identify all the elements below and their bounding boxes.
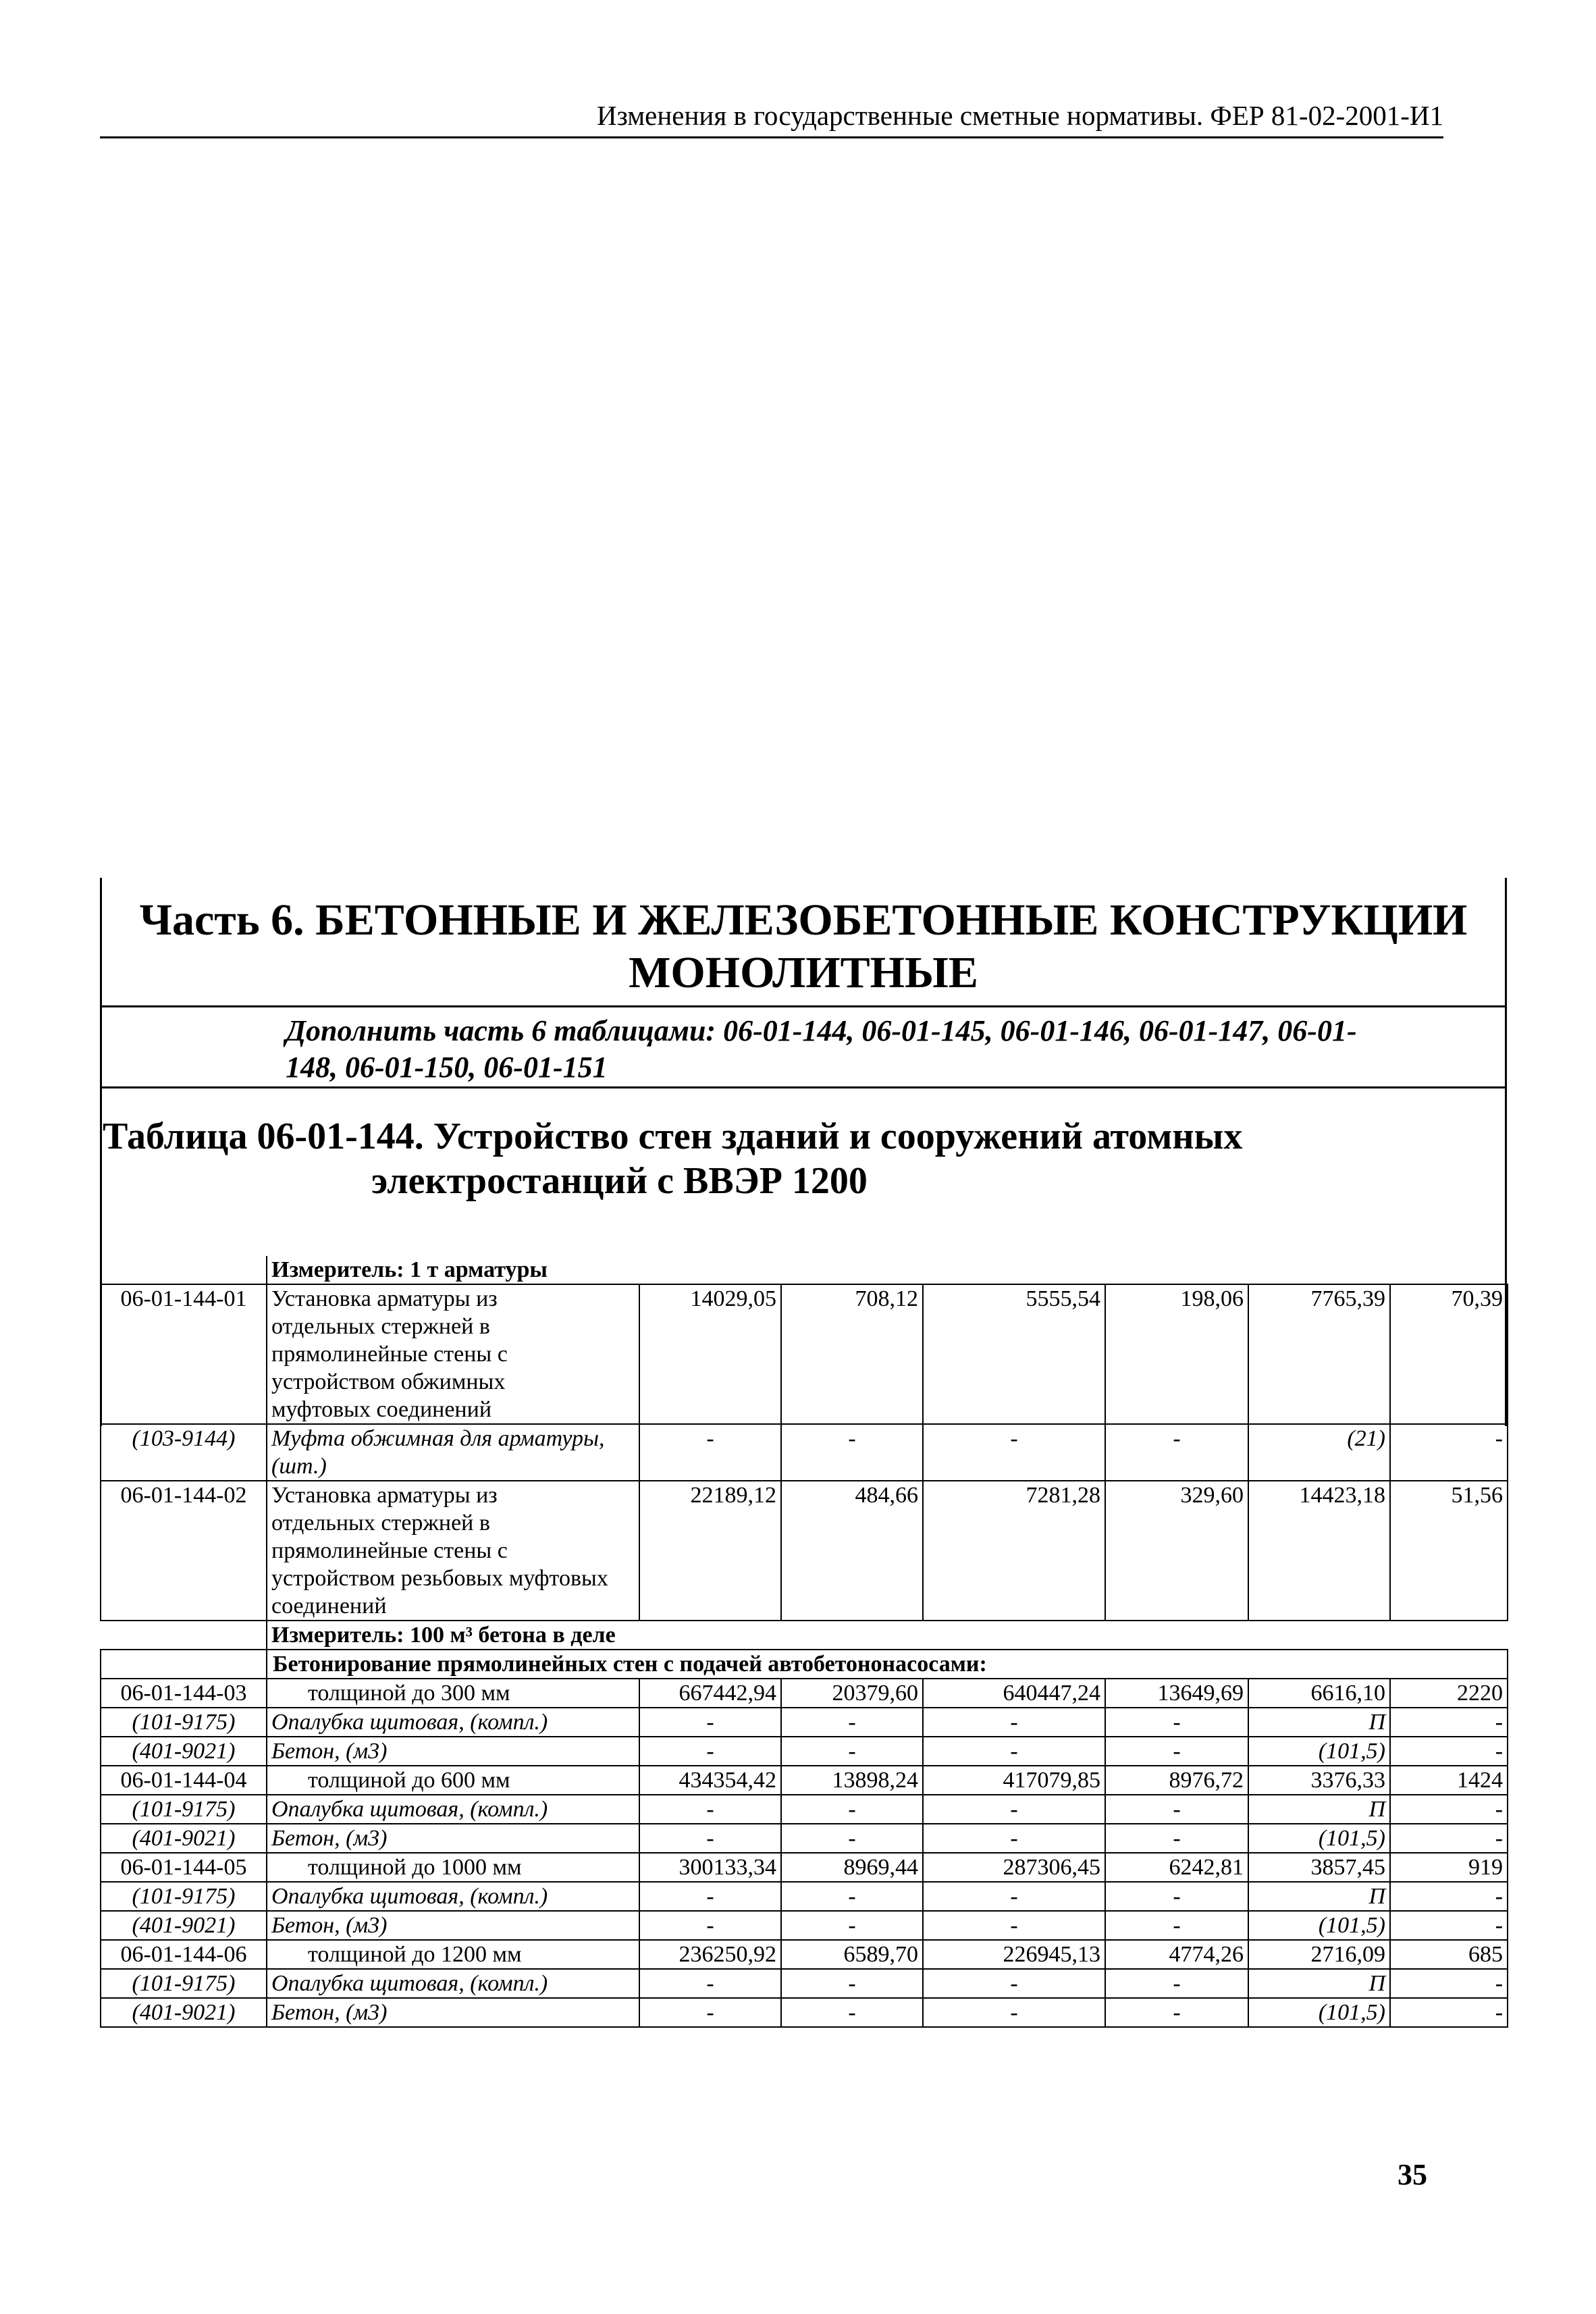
value-cell: 434354,42: [639, 1766, 781, 1795]
resource-value: П: [1248, 1969, 1390, 1998]
value-cell: 7281,28: [923, 1481, 1105, 1621]
resource-value: -: [1105, 1708, 1248, 1737]
resource-value: -: [923, 1882, 1105, 1911]
value-cell: 3857,45: [1248, 1853, 1390, 1882]
resource-value: -: [639, 1737, 781, 1766]
norm-name-line: устройством обжимных: [271, 1369, 506, 1394]
resource-value: -: [1390, 1424, 1508, 1481]
content-frame: [100, 878, 1511, 2025]
resource-code: (401-9021): [101, 1911, 267, 1940]
meter-blank: [101, 1621, 267, 1650]
resource-value: -: [1105, 1795, 1248, 1824]
value-cell: 236250,92: [639, 1940, 781, 1969]
resource-code: (101-9175): [101, 1882, 267, 1911]
resource-value: -: [1105, 1998, 1248, 2027]
table-row: [101, 1481, 1508, 1621]
resource-name: Опалубка щитовая, (компл.): [267, 1882, 639, 1911]
norm-name-line: Установка арматуры из: [271, 1286, 498, 1311]
norm-name-line: Установка арматуры из: [271, 1483, 498, 1508]
norm-name: [267, 1481, 639, 1621]
value-cell: 417079,85: [923, 1766, 1105, 1795]
norm-code: 06-01-144-06: [101, 1940, 267, 1969]
resource-value: -: [1390, 1795, 1508, 1824]
resource-value: -: [1390, 1969, 1508, 1998]
value-cell: 13649,69: [1105, 1679, 1248, 1708]
norm-name: толщиной до 600 мм: [267, 1766, 639, 1795]
value-cell: 6589,70: [781, 1940, 923, 1969]
table-row: [101, 1766, 1508, 1795]
resource-value: -: [639, 1824, 781, 1853]
resource-value: -: [923, 1969, 1105, 1998]
norm-name: толщиной до 1000 мм: [267, 1853, 639, 1882]
resource-row: [101, 1911, 1508, 1940]
section-blank: [101, 1650, 267, 1679]
resource-value: -: [639, 1708, 781, 1737]
resource-row: [101, 1882, 1508, 1911]
value-cell: 20379,60: [781, 1679, 923, 1708]
resource-value: (101,5): [1248, 1911, 1390, 1940]
table-row: [101, 1679, 1508, 1708]
resource-row: [101, 1424, 1508, 1481]
norms-table: [100, 1256, 1508, 2028]
resource-value: -: [639, 1882, 781, 1911]
value-cell: 51,56: [1390, 1481, 1508, 1621]
norm-name: толщиной до 300 мм: [267, 1679, 639, 1708]
part-title-line1: Часть 6. БЕТОННЫЕ И ЖЕЛЕЗОБЕТОННЫЕ КОНСТРУКЦИИ: [139, 895, 1468, 945]
value-cell: 1424: [1390, 1766, 1508, 1795]
resource-value: -: [781, 1708, 923, 1737]
resource-value: (21): [1248, 1424, 1390, 1481]
resource-value: -: [923, 1911, 1105, 1940]
resource-name: Опалубка щитовая, (компл.): [267, 1969, 639, 1998]
resource-value: -: [1390, 1708, 1508, 1737]
value-cell: 300133,34: [639, 1853, 781, 1882]
value-cell: 6616,10: [1248, 1679, 1390, 1708]
resource-value: -: [923, 1824, 1105, 1853]
resource-code: (401-9021): [101, 1998, 267, 2027]
resource-value: (101,5): [1248, 1824, 1390, 1853]
resource-code: (101-9175): [101, 1969, 267, 1998]
resource-value: -: [923, 1795, 1105, 1824]
resource-value: -: [781, 1424, 923, 1481]
resource-row: [101, 1737, 1508, 1766]
table-row: [101, 1621, 1508, 1650]
value-cell: 14029,05: [639, 1284, 781, 1424]
meter-blank: [101, 1256, 267, 1284]
norm-name-line: отдельных стержней в: [271, 1510, 490, 1535]
resource-value: -: [1105, 1969, 1248, 1998]
table-title: [100, 1114, 1511, 1203]
resource-value: П: [1248, 1708, 1390, 1737]
norm-name-line: соединений: [271, 1594, 387, 1619]
resource-code: (401-9021): [101, 1737, 267, 1766]
resource-value: -: [1390, 1824, 1508, 1853]
resource-value: -: [1390, 1737, 1508, 1766]
resource-name-line: (шт.): [271, 1454, 327, 1479]
supplement-line2: 148, 06-01-150, 06-01-151: [286, 1051, 608, 1084]
resource-name: Бетон, (м3): [267, 1911, 639, 1940]
running-header: Изменения в государственные сметные нормативы. ФЕР 81-02-2001-И1: [100, 95, 1443, 138]
norm-code: 06-01-144-01: [101, 1284, 267, 1424]
resource-value: -: [639, 1911, 781, 1940]
resource-value: -: [781, 1998, 923, 2027]
resource-code: (101-9175): [101, 1708, 267, 1737]
resource-value: -: [639, 1969, 781, 1998]
resource-value: -: [781, 1737, 923, 1766]
resource-value: -: [1105, 1824, 1248, 1853]
value-cell: 919: [1390, 1853, 1508, 1882]
resource-value: -: [923, 1998, 1105, 2027]
resource-value: -: [639, 1998, 781, 2027]
value-cell: 708,12: [781, 1284, 923, 1424]
meter-label-2: Измеритель: 100 м³ бетона в деле: [267, 1621, 1508, 1650]
norm-name-line: отдельных стержней в: [271, 1314, 490, 1339]
resource-value: -: [781, 1969, 923, 1998]
norm-code: 06-01-144-05: [101, 1853, 267, 1882]
meter-label: Измеритель: 1 т арматуры: [267, 1256, 1508, 1284]
value-cell: 3376,33: [1248, 1766, 1390, 1795]
value-cell: 329,60: [1105, 1481, 1248, 1621]
section-heading: Бетонирование прямолинейных стен с подачей автобетононасосами:: [267, 1650, 1508, 1679]
resource-name: Бетон, (м3): [267, 1824, 639, 1853]
value-cell: 5555,54: [923, 1284, 1105, 1424]
table-row: [101, 1284, 1508, 1424]
resource-value: -: [1105, 1424, 1248, 1481]
resource-value: П: [1248, 1882, 1390, 1911]
value-cell: 2716,09: [1248, 1940, 1390, 1969]
value-cell: 226945,13: [923, 1940, 1105, 1969]
resource-name: Опалубка щитовая, (компл.): [267, 1708, 639, 1737]
resource-name: Опалубка щитовая, (компл.): [267, 1795, 639, 1824]
value-cell: 14423,18: [1248, 1481, 1390, 1621]
resource-row: [101, 1708, 1508, 1737]
resource-code: (401-9021): [101, 1824, 267, 1853]
supplement-box: [100, 1007, 1507, 1088]
table-row: [101, 1853, 1508, 1882]
resource-value: -: [1105, 1911, 1248, 1940]
value-cell: 484,66: [781, 1481, 923, 1621]
resource-value: -: [781, 1795, 923, 1824]
norm-name: [267, 1284, 639, 1424]
table-row: [101, 1256, 1508, 1284]
resource-value: -: [1390, 1911, 1508, 1940]
resource-value: -: [1105, 1737, 1248, 1766]
resource-code: (101-9175): [101, 1795, 267, 1824]
resource-name: [267, 1424, 639, 1481]
resource-value: -: [1105, 1882, 1248, 1911]
resource-value: П: [1248, 1795, 1390, 1824]
resource-value: -: [781, 1882, 923, 1911]
resource-name: Бетон, (м3): [267, 1998, 639, 2027]
part-title-line2: МОНОЛИТНЫЕ: [629, 948, 978, 997]
table-title-line2: электростанций с ВВЭР 1200: [371, 1160, 868, 1202]
resource-value: -: [923, 1737, 1105, 1766]
table-row: [101, 1940, 1508, 1969]
resource-value: -: [781, 1911, 923, 1940]
value-cell: 198,06: [1105, 1284, 1248, 1424]
resource-row: [101, 1795, 1508, 1824]
supplement-line1: Дополнить часть 6 таблицами: 06-01-144, 06-01-145, 06-01-146, 06-01-147, 06-01-: [286, 1014, 1357, 1047]
resource-value: -: [639, 1424, 781, 1481]
page-number: 35: [1398, 2158, 1427, 2191]
resource-value: (101,5): [1248, 1998, 1390, 2027]
value-cell: 6242,81: [1105, 1853, 1248, 1882]
part-title: [100, 878, 1507, 1007]
value-cell: 13898,24: [781, 1766, 923, 1795]
resource-value: -: [1390, 1998, 1508, 2027]
resource-value: -: [781, 1824, 923, 1853]
norm-name-line: муфтовых соединений: [271, 1397, 492, 1422]
value-cell: 2220: [1390, 1679, 1508, 1708]
norm-code: 06-01-144-04: [101, 1766, 267, 1795]
norm-code: 06-01-144-03: [101, 1679, 267, 1708]
resource-value: -: [923, 1708, 1105, 1737]
resource-code: (103-9144): [101, 1424, 267, 1481]
value-cell: 640447,24: [923, 1679, 1105, 1708]
resource-name: Бетон, (м3): [267, 1737, 639, 1766]
value-cell: 8976,72: [1105, 1766, 1248, 1795]
resource-value: -: [639, 1795, 781, 1824]
resource-name-line: Муфта обжимная для арматуры,: [271, 1426, 605, 1451]
resource-row: [101, 1969, 1508, 1998]
value-cell: 667442,94: [639, 1679, 781, 1708]
norm-name-line: прямолинейные стены с: [271, 1538, 508, 1563]
norm-code: 06-01-144-02: [101, 1481, 267, 1621]
resource-row: [101, 1998, 1508, 2027]
norm-name: толщиной до 1200 мм: [267, 1940, 639, 1969]
resource-value: (101,5): [1248, 1737, 1390, 1766]
value-cell: 287306,45: [923, 1853, 1105, 1882]
norm-name-line: устройством резьбовых муфтовых: [271, 1566, 608, 1591]
supplement-text: [286, 1013, 1501, 1086]
resource-value: -: [923, 1424, 1105, 1481]
resource-row: [101, 1824, 1508, 1853]
value-cell: 8969,44: [781, 1853, 923, 1882]
value-cell: 22189,12: [639, 1481, 781, 1621]
norm-name-line: прямолинейные стены с: [271, 1342, 508, 1367]
value-cell: 70,39: [1390, 1284, 1508, 1424]
value-cell: 7765,39: [1248, 1284, 1390, 1424]
table-title-line1: Таблица 06-01-144. Устройство стен зданий и сооружений атомных: [103, 1115, 1243, 1157]
resource-value: -: [1390, 1882, 1508, 1911]
value-cell: 685: [1390, 1940, 1508, 1969]
value-cell: 4774,26: [1105, 1940, 1248, 1969]
